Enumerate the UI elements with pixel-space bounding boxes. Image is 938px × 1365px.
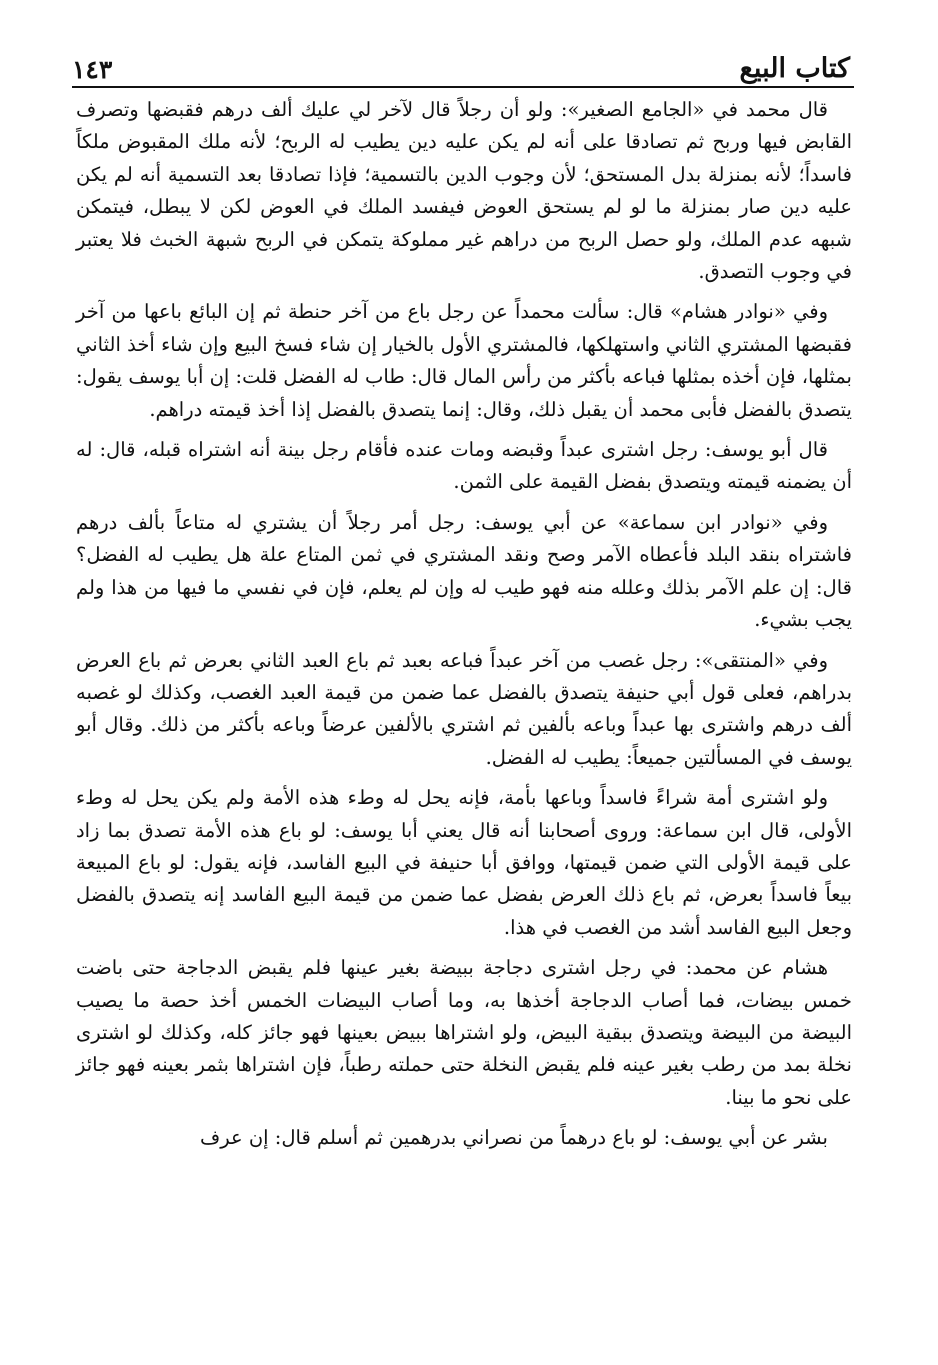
running-head [72,38,850,86]
paragraph: قال أبو يوسف: رجل اشترى عبداً وقبضه ومات عنده فأقام رجل بينة أنه اشتراه قبله، قال: له أن يضمنه قيمته ويتصدق بفضل القيمة على الثمن. [76,438,852,494]
paragraph: قال محمد في «الجامع الصغير»: ولو أن رجلاً قال لآخر لي عليك ألف درهم فقبضها وتصرف القابض فيها وربح ثم تصادقا على أنه لم يكن عليه دين يطيب له الربح؛ لأنه ملك المقبوض ملكاً فاسداً؛ لأنه بمنزلة بدل المستحق؛ لأن وجوب الدين بالتسمية؛ فإذا تصادقا بعد التسمية أنه لم يكن عليه دين صار بمنزلة ما لو لم يستحق العوض فيفسد الملك في العوض لكن لا يبطل، فيتمكن شبهه عدم الملك، ولو حصل الربح من دراهم غير مملوكة يتمكن في الربح شبهة الخبث فلا يعتبر في وجوب التصدق. [76,98,852,284]
book-title: كتاب البيع [739,53,850,84]
page-body [76,94,852,1163]
page-number: ١٤٣ [72,55,113,84]
paragraph: وفي «نوادر ابن سماعة» عن أبي يوسف: رجل أمر رجلاً أن يشتري له متاعاً بألف درهم فاشتراه بنقد البلد فأعطاه الآمر وصح ونقد المشتري في ثمن المتاع علة هل يطيب له الفضل؟ قال: إن علم الآمر بذلك وعلله منه فهو طيب له وإن لم يعلم، فإن في نفسي ما فيها من هذا ولم يجب بشيء. [76,510,852,632]
paragraph: ولو اشترى أمة شراءً فاسداً وباعها بأمة، فإنه يحل له وطء هذه الأمة ولم يكن يحل له وطء الأولى، قال ابن سماعة: وروى أصحابنا أنه قال يعني أبا يوسف: لو باع هذه الأمة تصدق بما زاد على قيمة الأولى التي ضمن قيمتها، ووافق أبا حنيفة في البيع الفاسد، فإنه يقول: لو باع المبيعة بيعاً فاسداً بعرض، ثم باع ذلك العرض بفضل عما ضمن من قيمة البيع الفاسد إنه يتصدق بالفضل وجعل البيع الفاسد أشد من الغصب في هذا. [76,786,852,939]
header-divider [72,86,854,88]
paragraph: بشر عن أبي يوسف: لو باع درهماً من نصراني بدرهمين ثم أسلم قال: إن عرف [200,1126,828,1150]
paragraph: وفي «المنتقى»: رجل غصب من آخر عبداً فباعه بعبد ثم باع العبد الثاني بعرض ثم باع العرض بدراهم، فعلى قول أبي حنيفة يتصدق بالفضل عما ضمن من قيمة العبد الغصب، وكذلك لو غصبه ألف درهم واشترى بها عبداً وباعه بألفين ثم اشتري بالألفين عرضاً وباعه بأكثر من ذلك. وقال أبو يوسف في المسألتين جميعاً: يطيب له الفضل. [76,648,852,769]
paragraph: وفي «نوادر هشام» قال: سألت محمداً عن رجل باع من آخر حنطة ثم إن البائع باعها من آخر فقبضها المشتري الثاني واستهلكها، فالمشتري الأول بالخيار إن شاء فسخ البيع وإن شاء أخذ الثاني بمثلها، فإن أخذه بمثلها فباعه بأكثر من رأس المال قال: طاب له الفضل قلت: إن أبا يوسف يقول: يتصدق بالفضل فأبى محمد أن يقبل ذلك، وقال: إنما يتصدق بالفضل إذا أخذ قيمته دراهم. [76,300,852,421]
paragraph: هشام عن محمد: في رجل اشترى دجاجة ببيضة بغير عينها فلم يقبض الدجاجة حتى باضت خمس بيضات، فما أصاب الدجاجة أخذها به، وما أصاب البيضات الخمس أخذ حصة ما يصيب البيضة من البيضة ويتصدق ببقية البيض، ولو اشتراها ببيض بعينها فهو جائز كله، وكذلك لو اشترى نخلة بمد من رطب بغير عينه فلم يقبض النخلة حتى حملته رطباً، فإن اشتراها بثمر بعينه فهو جائز على نحو ما بينا. [76,956,852,1109]
